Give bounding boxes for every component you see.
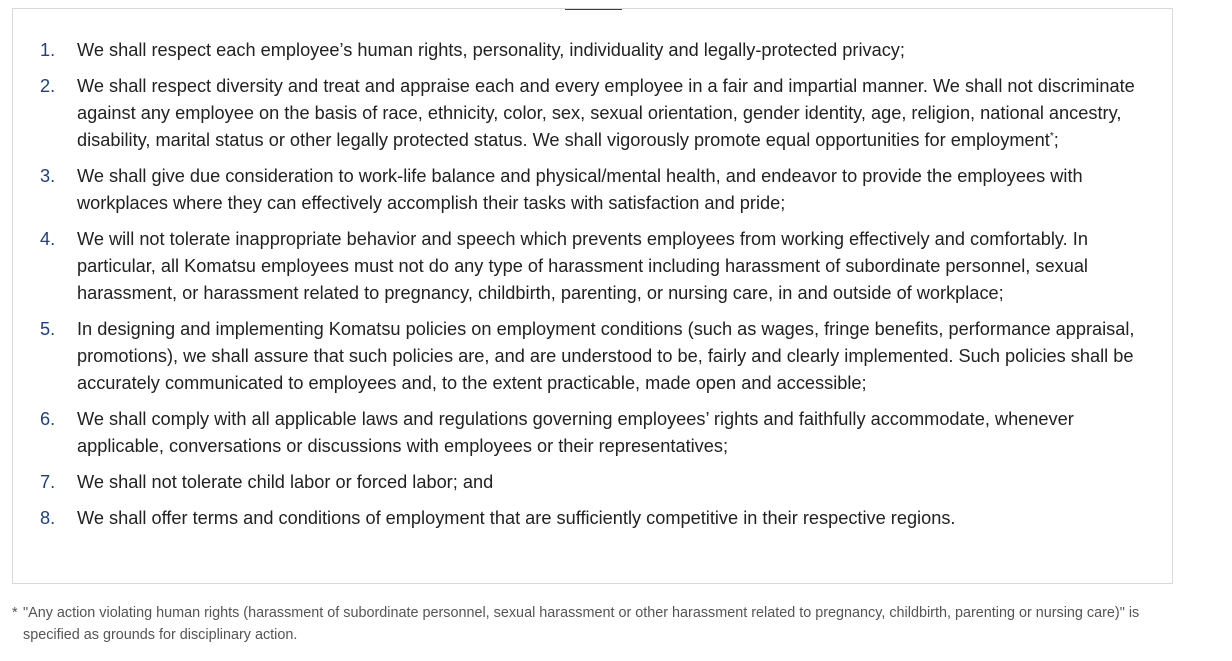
policy-item-5 [40, 316, 1150, 397]
policy-item-8 [40, 505, 1150, 532]
policy-item-6 [40, 406, 1150, 460]
item-text: We shall not tolerate child labor or forced labor; and [77, 472, 494, 492]
item-text: In designing and implementing Komatsu policies on employment conditions (such as wages, fringe benefits, performance appraisal, promotions), we shall assure that such policies are, and are understood to be, fairly and clearly implemented. Such policies shall be accurately communicated to employees and, to the extent practicable, made open and accessible; [77, 319, 1135, 393]
footnote-mark: * [12, 605, 18, 621]
footnote-text: "Any action violating human rights (harassment of subordinate personnel, sexual harassment or other harassment related to pregnancy, childbirth, parenting or nursing care)" is specified as grounds for disciplinary action. [23, 605, 1140, 643]
policy-item-3 [40, 163, 1150, 217]
policy-item-2 [40, 73, 1150, 154]
item-number: 8. [40, 508, 56, 528]
policy-item-7 [40, 469, 1150, 496]
item-text-wrapper [77, 73, 1150, 154]
item-text: We shall give due consideration to work-life balance and physical/mental health, and endeavor to provide the employees with workplaces where they can effectively accomplish their tasks with satisfaction and pride; [77, 166, 1083, 213]
item-number: 6. [40, 409, 56, 429]
item-number: 2. [40, 76, 56, 96]
item-text: We shall respect diversity and treat and appraise each and every employee in a fair and impartial manner. We shall not discriminate against any employee on the basis of race, ethnicity, color, sex, sexual orientation, gender identity, age, religion, national ancestry, disability, marital status or other legally protected status. We shall vigorously promote equal opportunities for employment [77, 76, 1135, 150]
footnote-reference: * [1049, 130, 1054, 142]
employment-policy-box [12, 8, 1173, 584]
policy-list [40, 37, 1150, 541]
item-number: 4. [40, 229, 56, 249]
item-number: 1. [40, 40, 56, 60]
item-text: We will not tolerate inappropriate behavior and speech which prevents employees from working effectively and comfortably. In particular, all Komatsu employees must not do any type of harassment including harassment of subordinate personnel, sexual harassment, or harassment related to pregnancy, childbirth, parenting, or nursing care, in and outside of workplace; [77, 229, 1088, 303]
policy-item-1 [40, 37, 1150, 64]
item-number: 5. [40, 319, 56, 339]
item-number: 7. [40, 472, 56, 492]
item-text-end: ; [1053, 130, 1059, 150]
item-text: We shall comply with all applicable laws and regulations governing employees’ rights and faithfully accommodate, whenever applicable, conversations or discussions with employees or their representatives; [77, 409, 1074, 456]
item-text: We shall offer terms and conditions of employment that are sufficiently competitive in their respective regions. [77, 508, 956, 528]
item-text: We shall respect each employee’s human rights, personality, individuality and legally-protected privacy; [77, 40, 905, 60]
footnote [12, 602, 1192, 646]
policy-item-4 [40, 226, 1150, 307]
item-number: 3. [40, 166, 56, 186]
